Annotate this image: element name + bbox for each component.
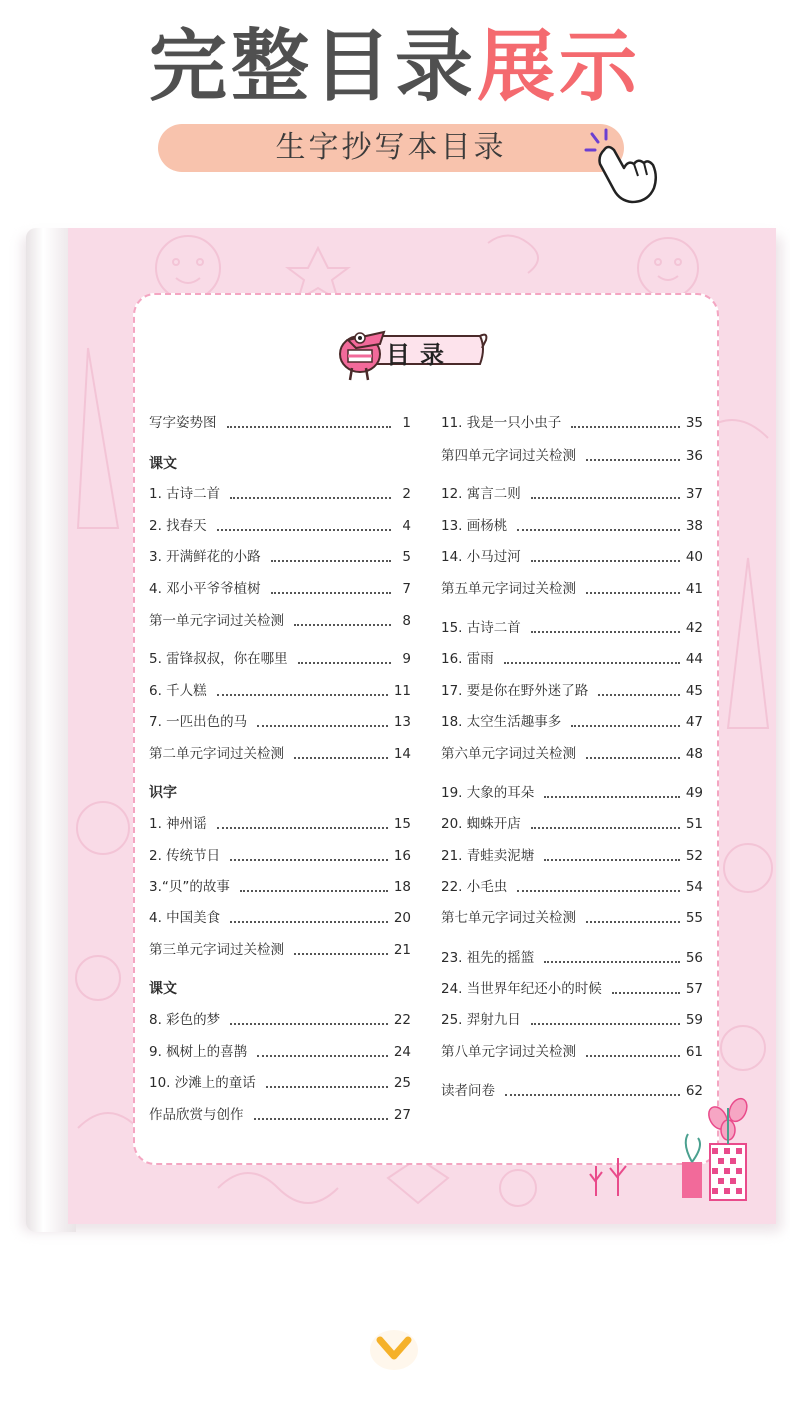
toc-leader-dots [294, 952, 388, 955]
toc-page-number: 14 [393, 746, 411, 762]
toc-leader-dots [586, 591, 680, 594]
toc-page-number: 5 [402, 549, 411, 565]
toc-entry-title: 写字姿势图 [149, 415, 217, 431]
toc-leader-dots [298, 661, 391, 664]
toc-entry [149, 846, 411, 866]
toc-page-number: 37 [685, 486, 703, 502]
toc-entry [149, 1105, 411, 1125]
toc-entry-title: 3. 开满鲜花的小路 [149, 549, 261, 565]
toc-page-number: 59 [685, 1012, 703, 1028]
toc-entry-title: 2. 传统节日 [149, 848, 221, 864]
toc-entry [149, 712, 411, 732]
toc-entry-title: 14. 小马过河 [441, 549, 521, 565]
toc-page-number: 45 [685, 683, 703, 699]
toc-leader-dots [240, 889, 388, 892]
toc-leader-dots [586, 458, 680, 461]
toc-page-number: 52 [685, 848, 703, 864]
toc-entry-title: 2. 找春天 [149, 518, 207, 534]
toc-entry-title: 22. 小毛虫 [441, 879, 508, 895]
toc-entry [149, 611, 411, 631]
toc-page-number: 15 [393, 816, 411, 832]
toc-leader-dots [531, 1022, 680, 1025]
toc-entry-title: 第八单元字词过关检测 [441, 1044, 576, 1060]
subtitle-pill: 生字抄写本目录 [158, 124, 624, 172]
toc-entry-title: 第四单元字词过关检测 [441, 448, 576, 464]
toc-entry [149, 547, 411, 567]
toc-leader-dots [271, 559, 391, 562]
toc-entry-title: 第七单元字词过关检测 [441, 910, 576, 926]
toc-page-number: 38 [685, 518, 703, 534]
toc-leader-dots [271, 591, 391, 594]
toc-leader-dots [544, 960, 680, 963]
toc-section-heading: 课文 [149, 456, 177, 472]
toc-entry [441, 484, 703, 504]
toc-entry [149, 579, 411, 599]
toc-page-number: 48 [685, 746, 703, 762]
toc-page-number: 2 [402, 486, 411, 502]
toc-page-number: 7 [402, 581, 411, 597]
toc-entry [441, 516, 703, 536]
toc-page-number: 57 [685, 981, 703, 997]
toc-leader-dots [531, 630, 680, 633]
toc-leader-dots [266, 1085, 388, 1088]
toc-page-number: 11 [393, 683, 411, 699]
toc-entry-title: 19. 大象的耳朵 [441, 785, 535, 801]
toc-entry [149, 1042, 411, 1062]
toc-entry-title: 7. 一匹出色的马 [149, 714, 248, 730]
toc-page-number: 18 [393, 879, 411, 895]
toc-leader-dots [586, 756, 680, 759]
toc-entry-title: 21. 青蛙卖泥塘 [441, 848, 535, 864]
toc-entry-title: 读者问卷 [441, 1083, 495, 1099]
toc-entry-title: 12. 寓言二则 [441, 486, 521, 502]
toc-leader-dots [612, 991, 680, 994]
scroll-down-chevron-icon[interactable] [364, 1322, 424, 1372]
toc-entry-title: 第一单元字词过关检测 [149, 613, 284, 629]
toc-leader-dots [586, 920, 680, 923]
toc-entry [149, 1073, 411, 1093]
toc-page-number: 20 [393, 910, 411, 926]
toc-entry [441, 846, 703, 866]
toc-leader-dots [544, 858, 680, 861]
toc-page-number: 41 [685, 581, 703, 597]
toc-entry [441, 413, 703, 433]
toc-page-number: 56 [685, 950, 703, 966]
toc-page-number: 47 [685, 714, 703, 730]
toc-page-number: 27 [393, 1107, 411, 1123]
toc-leader-dots [544, 795, 680, 798]
toc-leader-dots [571, 425, 680, 428]
toc-entry [149, 940, 411, 960]
toc-entry [441, 579, 703, 599]
toc-page-number: 35 [685, 415, 703, 431]
toc-leader-dots [217, 826, 388, 829]
toc-entry-title: 20. 蜘蛛开店 [441, 816, 521, 832]
toc-entry [149, 681, 411, 701]
toc-entry-title: 15. 古诗二首 [441, 620, 521, 636]
toc-page-number: 40 [685, 549, 703, 565]
toc-leader-dots [230, 496, 391, 499]
potted-plant-decoration [578, 1088, 748, 1208]
toc-entry [149, 413, 411, 433]
toc-page-number: 51 [685, 816, 703, 832]
toc-leader-dots [517, 528, 680, 531]
page-headline [0, 22, 790, 112]
toc-leader-dots [230, 1022, 388, 1025]
toc-entry-title: 9. 枫树上的喜鹊 [149, 1044, 248, 1060]
toc-leader-dots [598, 693, 680, 696]
toc-page-number: 16 [393, 848, 411, 864]
toc-page-number: 55 [685, 910, 703, 926]
toc-page-number: 4 [402, 518, 411, 534]
toc-entry [149, 908, 411, 928]
toc-page-number: 1 [402, 415, 411, 431]
toc-page-number: 49 [685, 785, 703, 801]
toc-entry-title: 第五单元字词过关检测 [441, 581, 576, 597]
toc-page-number: 8 [402, 613, 411, 629]
toc-leader-dots [517, 889, 680, 892]
toc-entry-title: 4. 邓小平爷爷植树 [149, 581, 261, 597]
toc-leader-dots [504, 661, 680, 664]
headline-pink-part: 展示 [477, 22, 642, 112]
toc-entry [441, 1042, 703, 1062]
toc-entry [441, 814, 703, 834]
toc-leader-dots [531, 826, 680, 829]
toc-entry [441, 547, 703, 567]
toc-page-number: 22 [393, 1012, 411, 1028]
toc-entry [149, 649, 411, 669]
toc-leader-dots [230, 858, 388, 861]
toc-leader-dots [254, 1117, 388, 1120]
toc-page-number: 44 [685, 651, 703, 667]
toc-entry [149, 744, 411, 764]
toc-entry-title: 23. 祖先的摇篮 [441, 950, 535, 966]
toc-entry-title: 5. 雷锋叔叔，你在哪里 [149, 651, 288, 667]
toc-leader-dots [531, 496, 680, 499]
toc-entry-title: 第二单元字词过关检测 [149, 746, 284, 762]
toc-entry [149, 484, 411, 504]
toc-entry [149, 814, 411, 834]
toc-entry [441, 783, 703, 803]
toc-entry [441, 908, 703, 928]
toc-entry-title: 11. 我是一只小虫子 [441, 415, 562, 431]
toc-entry-title: 13. 画杨桃 [441, 518, 508, 534]
toc-entry-title: 16. 雷雨 [441, 651, 494, 667]
toc-entry [441, 979, 703, 999]
toc-entry [441, 649, 703, 669]
toc-entry [441, 618, 703, 638]
toc-page-number: 21 [393, 942, 411, 958]
toc-page-number: 42 [685, 620, 703, 636]
toc-page-number: 25 [393, 1075, 411, 1091]
toc-entry [441, 744, 703, 764]
toc-entry-title: 1. 神州谣 [149, 816, 207, 832]
toc-page-number: 13 [393, 714, 411, 730]
toc-entry-title: 6. 千人糕 [149, 683, 207, 699]
toc-entry-title: 1. 古诗二首 [149, 486, 221, 502]
toc-entry [149, 516, 411, 536]
toc-page-number: 54 [685, 879, 703, 895]
toc-entry [441, 446, 703, 466]
toc-entry-title: 25. 羿射九日 [441, 1012, 521, 1028]
toc-page-number: 62 [685, 1083, 703, 1099]
toc-leader-dots [257, 1054, 388, 1057]
toc-entry [441, 948, 703, 968]
toc-leader-dots [217, 693, 388, 696]
toc-section-heading: 课文 [149, 981, 177, 997]
toc-entry [441, 712, 703, 732]
toc-entry-title: 第三单元字词过关检测 [149, 942, 284, 958]
toc-entry-title: 17. 要是你在野外迷了路 [441, 683, 589, 699]
toc-entry [441, 1010, 703, 1030]
toc-title: 目录 [386, 341, 454, 369]
toc-entry [441, 681, 703, 701]
toc-leader-dots [294, 756, 388, 759]
toc-leader-dots [531, 559, 680, 562]
toc-page-number: 24 [393, 1044, 411, 1060]
toc-entry-title: 24. 当世界年纪还小的时候 [441, 981, 602, 997]
headline-dark-part: 完整目录 [148, 22, 477, 112]
toc-page-number: 9 [402, 651, 411, 667]
toc-entry-title: 8. 彩色的梦 [149, 1012, 221, 1028]
toc-leader-dots [217, 528, 391, 531]
toc-entry-title: 4. 中国美食 [149, 910, 221, 926]
toc-entry-title: 10. 沙滩上的童话 [149, 1075, 256, 1091]
toc-page-number: 36 [685, 448, 703, 464]
toc-entry [441, 877, 703, 897]
toc-entry-title: 第六单元字词过关检测 [441, 746, 576, 762]
toc-page-number: 61 [685, 1044, 703, 1060]
toc-entry-title: 18. 太空生活趣事多 [441, 714, 562, 730]
toc-leader-dots [571, 724, 680, 727]
toc-leader-dots [227, 425, 392, 428]
toc-leader-dots [230, 920, 388, 923]
toc-entry-title: 3.“贝”的故事 [149, 879, 230, 895]
toc-section-heading: 识字 [149, 785, 177, 801]
toc-entry-title: 作品欣赏与创作 [149, 1107, 244, 1123]
toc-leader-dots [294, 623, 391, 626]
toc-entry [149, 1010, 411, 1030]
pointing-hand-icon [584, 128, 664, 208]
toc-leader-dots [257, 724, 388, 727]
toc-leader-dots [586, 1054, 680, 1057]
toc-entry [149, 877, 411, 897]
